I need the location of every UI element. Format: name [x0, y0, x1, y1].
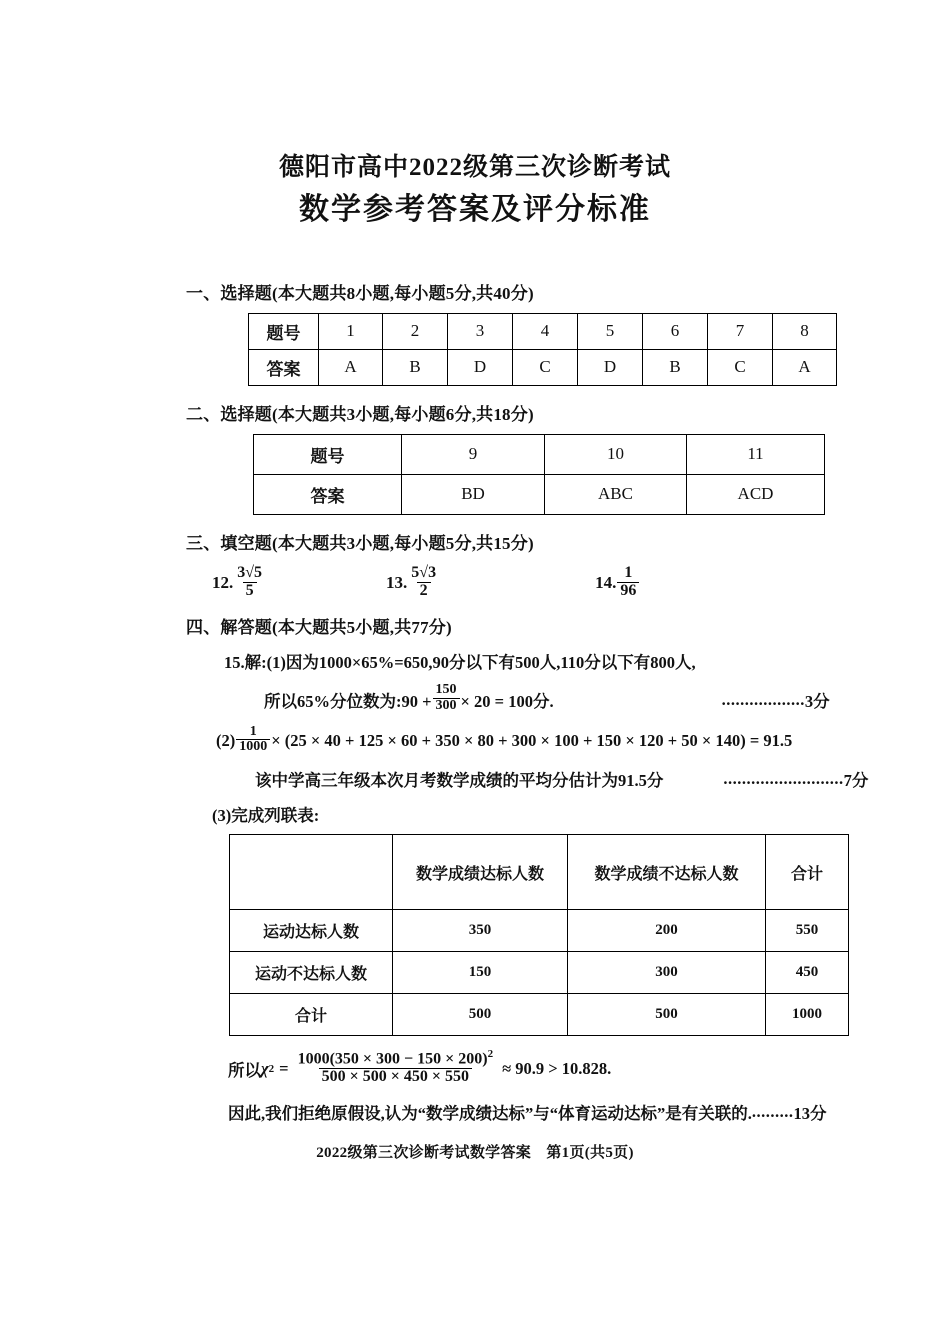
- leader-dots: ..........................: [723, 769, 844, 789]
- question-number-cell: 4: [513, 313, 578, 349]
- row-label-answer: 答案: [249, 349, 319, 385]
- question-number-cell: 8: [773, 313, 837, 349]
- chi-numerator-exponent: 2: [487, 1048, 494, 1061]
- score-mark: 3分: [804, 691, 830, 711]
- score-mark: 7分: [843, 771, 869, 791]
- fraction-numerator: 150: [435, 682, 457, 698]
- answer-cell: C: [513, 349, 578, 385]
- row-label-answer: 答案: [254, 474, 402, 514]
- section-heading-multi-choice: 二、选择题(本大题共3小题,每小题6分,共18分): [186, 404, 534, 424]
- row-header: 合计: [230, 994, 393, 1036]
- table-row: [230, 952, 849, 994]
- page-title: 德阳市高中2022级第三次诊断考试: [278, 154, 671, 181]
- fill-blank-label: 12.: [212, 573, 234, 593]
- mean-conclusion-text: 该中学高三年级本次月考数学成绩的平均分估计为91.5分: [255, 771, 664, 791]
- row-header: 运动达标人数: [230, 910, 393, 952]
- solution-q15-part3-label: (3)完成列联表:: [212, 806, 320, 826]
- corner-cell: [230, 835, 393, 910]
- table-row: [230, 910, 849, 952]
- chi-prefix: 所以: [228, 1060, 261, 1080]
- answer-cell: BD: [402, 474, 545, 514]
- answer-cell: B: [383, 349, 448, 385]
- fill-blank-item-14: [595, 563, 640, 601]
- leader-dots: ..................: [721, 689, 805, 709]
- fraction: [617, 565, 639, 600]
- fraction: [234, 565, 265, 600]
- fraction: [408, 565, 439, 600]
- table-row: [230, 994, 849, 1036]
- table-cell: 450: [766, 952, 849, 994]
- solution-q15-mean-conclusion: [255, 767, 950, 791]
- table-cell: 200: [568, 910, 766, 952]
- contingency-table: [229, 834, 849, 1036]
- fill-blank-item-12: [212, 563, 266, 601]
- answer-cell: ABC: [545, 474, 687, 514]
- table-row: [230, 835, 849, 910]
- section-heading-fill-blank: 三、填空题(本大题共3小题,每小题5分,共15分): [186, 533, 534, 553]
- table-row: [254, 474, 825, 514]
- answer-cell: D: [448, 349, 513, 385]
- question-number-cell: 5: [578, 313, 643, 349]
- row-label-question-no: 题号: [249, 313, 319, 349]
- fraction-numerator: [295, 1049, 497, 1068]
- fraction: [433, 683, 460, 713]
- fraction-numerator: 5√3: [411, 563, 437, 581]
- chi-symbol: χ: [261, 1058, 269, 1078]
- table-cell: 550: [766, 910, 849, 952]
- fraction-denominator: 2: [417, 582, 431, 600]
- single-choice-answer-table: [248, 313, 837, 386]
- question-number-cell: 3: [448, 313, 513, 349]
- table-row: [249, 349, 837, 385]
- fraction: [236, 725, 270, 755]
- answer-cell: ACD: [687, 474, 825, 514]
- fraction-numerator: 1: [249, 723, 257, 739]
- answer-cell: A: [773, 349, 837, 385]
- chi-numerator-text: 1000(350 × 300 − 150 × 200): [297, 1050, 488, 1068]
- conclusion-text: 因此,我们拒绝原假设,认为“数学成绩达标”与“体育运动达标”是有关联的.: [228, 1104, 752, 1124]
- table-cell: 350: [393, 910, 568, 952]
- fraction-denominator: 500 × 500 × 450 × 550: [319, 1068, 472, 1086]
- leader-dots: .........: [751, 1102, 794, 1122]
- solution-q15-line1: 15.解:(1)因为1000×65%=650,90分以下有500人,110分以下有800人,: [224, 653, 696, 673]
- row-label-question-no: 题号: [254, 434, 402, 474]
- table-row: [254, 434, 825, 474]
- score-mark: 13分: [793, 1104, 827, 1124]
- part-label: (2): [216, 730, 236, 750]
- table-cell: 500: [568, 994, 766, 1036]
- row-header: 运动不达标人数: [230, 952, 393, 994]
- column-header: 数学成绩不达标人数: [568, 835, 766, 910]
- question-number-cell: 9: [402, 434, 545, 474]
- fill-blank-label: 13.: [386, 573, 408, 593]
- section-heading-single-choice: 一、选择题(本大题共8小题,每小题5分,共40分): [186, 283, 534, 303]
- table-cell: 1000: [766, 994, 849, 1036]
- solution-q15-conclusion: [228, 1100, 950, 1124]
- question-number-cell: 10: [545, 434, 687, 474]
- equals-sign: =: [279, 1058, 289, 1078]
- fraction-denominator: 96: [617, 582, 639, 600]
- solution-q15-mean-formula: [216, 723, 950, 756]
- question-number-cell: 2: [383, 313, 448, 349]
- table-cell: 150: [393, 952, 568, 994]
- answer-cell: A: [319, 349, 383, 385]
- section-heading-solutions: 四、解答题(本大题共5小题,共77分): [186, 618, 452, 638]
- multi-choice-answer-table: [253, 434, 825, 515]
- fraction: [295, 1049, 497, 1086]
- fraction-denominator: 300: [433, 698, 460, 714]
- percentile-text-post: × 20 = 100分.: [460, 691, 554, 711]
- answer-cell: D: [578, 349, 643, 385]
- chi-square-formula: [228, 1050, 950, 1087]
- table-row: [249, 313, 837, 349]
- column-header: 数学成绩达标人数: [393, 835, 568, 910]
- percentile-text-pre: 所以65%分位数为:90 +: [264, 691, 432, 711]
- page-footer: 2022级第三次诊断考试数学答案 第1页(共5页): [316, 1145, 634, 1161]
- answer-cell: C: [708, 349, 773, 385]
- chi-tail: ≈ 90.9 > 10.828.: [502, 1058, 612, 1078]
- question-number-cell: 7: [708, 313, 773, 349]
- fill-blank-answers: [212, 563, 950, 601]
- table-cell: 300: [568, 952, 766, 994]
- page-subtitle: 数学参考答案及评分标准: [299, 193, 651, 227]
- fill-blank-label: 14.: [595, 573, 617, 593]
- question-number-cell: 1: [319, 313, 383, 349]
- chi-exponent: 2: [268, 1062, 275, 1075]
- fraction-denominator: 5: [243, 582, 257, 600]
- fraction-denominator: 1000: [236, 739, 270, 755]
- mean-formula-body: × (25 × 40 + 125 × 60 + 350 × 80 + 300 × 100 + 150 × 120 + 50 × 140) = 91.5: [271, 730, 793, 750]
- fraction-numerator: 1: [624, 563, 633, 581]
- solution-q15-percentile-line: [264, 684, 950, 714]
- question-number-cell: 6: [643, 313, 708, 349]
- table-cell: 500: [393, 994, 568, 1036]
- fill-blank-item-13: [386, 563, 440, 601]
- answer-cell: B: [643, 349, 708, 385]
- fraction-numerator: 3√5: [237, 563, 263, 581]
- column-header: 合计: [766, 835, 849, 910]
- question-number-cell: 11: [687, 434, 825, 474]
